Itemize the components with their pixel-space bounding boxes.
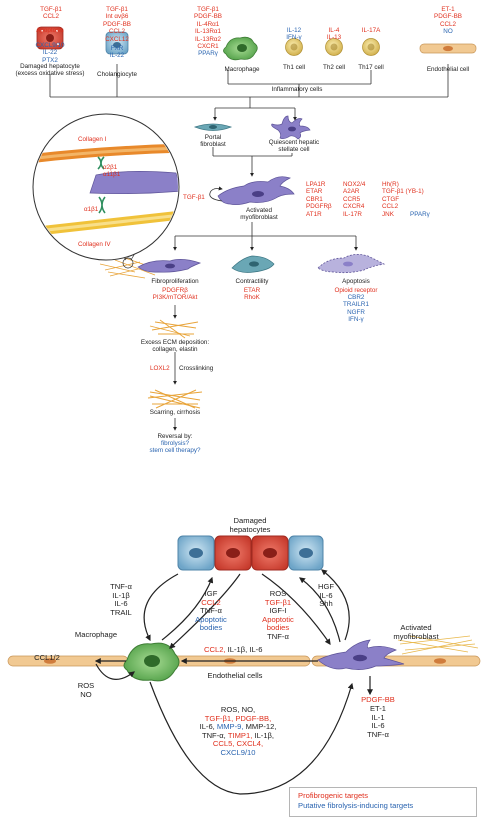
apoptosis-blue: CBR2 TRAILR1 NGFR IFN-γ <box>343 294 369 324</box>
th2-red: IL-4 IL-13 <box>326 27 342 42</box>
right-cytokines-2: ROS TGF-β1 IGF-I Apoptotic bodies TNF-α <box>262 589 294 641</box>
portal-fibroblast-icon <box>195 124 231 131</box>
ccl12-label: CCL1/2 <box>34 653 60 662</box>
macrophage-blue: PPARγ <box>198 50 218 57</box>
ppar-gamma-label: PPARγ <box>410 211 430 218</box>
reversal-label: Reversal by: <box>157 433 193 440</box>
collagen-iv-label: Collagen IV <box>78 241 111 248</box>
crosslinking-label: Crosslinking <box>179 365 214 372</box>
ecm-deposition-label: Excess ECM deposition: collagen, elastin <box>140 339 210 354</box>
inflammatory-cells-label: Inflammatory cells <box>271 86 323 93</box>
fibroproliferation-cell-icon <box>100 258 200 278</box>
hepatocyte-red-top: TGF-β1 CCL2 <box>40 6 62 21</box>
right-cytokines-1: HGF IL-6 Shh <box>317 582 335 609</box>
ecm-fibers-icon <box>150 320 198 338</box>
cholangiocyte-red: TGF-β1 Int αvβ6 PDGF-BB CCL2 CXCL12 <box>103 6 131 43</box>
macrophage-red: TGF-β1 PDGF-BB IL-4Rα1 IL-13Rα1 IL-13Rα2 CXCR1 <box>194 6 222 51</box>
th1-blue: IL-12 IFN-γ <box>286 27 302 42</box>
receptors-col2: NOX2/4 A2AR CCR5 CXCR4 IL-17R <box>343 181 366 218</box>
right-list: ET-1 IL-1 IL-6 TNF-α <box>367 704 389 739</box>
integrin-a1b1: α1β1 <box>84 206 99 213</box>
apoptosis-red: Opioid receptor <box>334 287 378 294</box>
bottom-macrophage-icon <box>124 643 179 681</box>
collagen-i-label: Collagen I <box>78 136 107 143</box>
th17-cell-icon <box>363 39 380 56</box>
endothelial-label: Endothelial cell <box>426 66 470 73</box>
integrin-a2b1: α2β1 <box>103 164 118 171</box>
contractility-red: ETAR RhoK <box>243 287 261 302</box>
th17-red: IL-17A <box>361 27 381 34</box>
activated-myofibroblast-icon <box>218 177 294 205</box>
left-cytokines-1: TNF-α IL-1β IL-6 TRAIL <box>110 582 132 617</box>
portal-fibroblast-label: Portal fibroblast <box>200 134 226 149</box>
left-cytokines-2: IGF CCL2 TNF-α Apoptotic bodies <box>195 589 227 633</box>
activated-myofibroblast-label: Activated myofibroblast <box>240 207 278 222</box>
legend-fibrolysis: Putative fibrolysis-inducing targets <box>298 801 414 810</box>
pdgf-bb-label: PDGF-BB <box>361 695 395 704</box>
legend-box <box>289 787 477 817</box>
tgf-beta-loop-label: TGF-β1 <box>183 194 205 201</box>
quiescent-stellate-cell-icon <box>272 116 310 139</box>
stellate-label: Quiescent hepatic stellate cell <box>268 139 320 154</box>
hepatocyte-cluster-icon <box>178 536 323 570</box>
apoptosis-cell-icon <box>318 254 384 272</box>
hepatocyte-blue: CXCL9/10 IL-22 PTX2 <box>35 42 65 64</box>
mid-cytokines: CCL2, IL-1β, IL-6 <box>204 645 263 654</box>
receptors-col3: Hh(R) TGF-β1 (YB-1) CTGF CCL2 JNK <box>382 181 424 218</box>
damaged-hepatocytes-title: Damaged hepatocytes <box>229 516 271 534</box>
hepatocyte-label: Damaged hepatocyte (excess oxidative stress) <box>15 63 85 78</box>
th2-label: Th2 cell <box>322 64 346 71</box>
loxl2-label: LOXL2 <box>150 365 170 372</box>
scarring-fibers-icon <box>148 390 202 408</box>
scarring-label: Scarring, cirrhosis <box>149 409 201 416</box>
endothelial-cell-icon <box>420 44 476 53</box>
cholangiocyte-blue: FXR IL-22 <box>109 45 125 60</box>
fibroproliferation-label: Fibroproliferation <box>151 278 199 285</box>
hepatocyte-apoptosis: Apoptosis <box>36 27 64 34</box>
ros-no-label: ROS NO <box>77 681 95 699</box>
integrin-a11b1: α11β1 <box>103 171 121 178</box>
contractility-label: Contractility <box>235 278 269 285</box>
reversal-options: fibrolysis? stem cell therapy? <box>149 440 201 455</box>
endothelial-cells-label: Endothelial cells <box>207 671 263 680</box>
fibroproliferation-red: PDGFRβ PI3K/mTOR/Akt <box>152 287 198 302</box>
bottom-macrophage-label: Macrophage <box>74 630 118 639</box>
receptors-col1: LPA1R ETAR CBR1 PDGFRβ AT1R <box>306 181 332 218</box>
endothelial-red: ET-1 PDGF-BB CCL2 <box>434 6 462 28</box>
outcome-bracket <box>175 222 356 250</box>
contractility-cell-icon <box>232 256 274 273</box>
bottom-list: ROS, NO, TGF-β1, PDGF-BB, IL-6, MMP-9, MMP-12, TNF-α, TIMP1, IL-1β, CCL5, CXCL4, CXCL9/10 <box>199 705 277 757</box>
th1-label: Th1 cell <box>282 64 306 71</box>
apoptosis-label: Apoptosis <box>342 278 370 285</box>
macrophage-label: Macrophage <box>224 66 260 73</box>
cholangiocyte-label: Cholangiocyte <box>97 71 137 78</box>
th17-label: Th17 cell <box>358 64 384 71</box>
bottom-activated-label: Activated myofibroblast <box>393 623 439 641</box>
endothelial-blue: NO <box>443 28 453 35</box>
legend-profibrogenic: Profibrogenic targets <box>298 791 369 800</box>
